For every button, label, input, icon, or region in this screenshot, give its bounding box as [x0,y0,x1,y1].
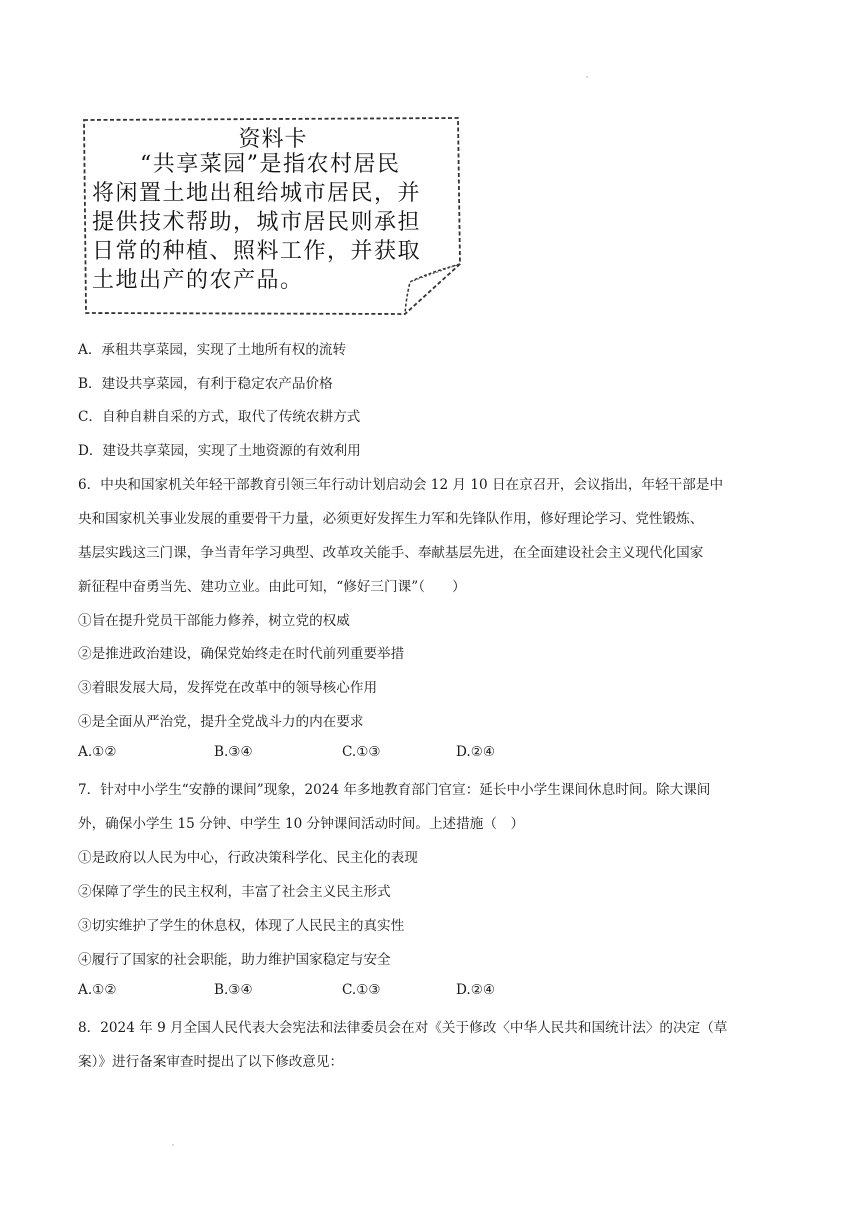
q7-choice-b: B.③④ [214,982,253,998]
card-line: 提供技术帮助，城市居民则承担 [92,210,422,235]
q5-option-c: C．自种自耕自采的方式，取代了传统农耕方式 [78,409,361,425]
card-line: 日常的种植、照料工作，并获取 [92,239,422,264]
q7-item-1: ①是政府以人民为中心，行政决策科学化、民主化的表现 [78,850,418,866]
q6-stem-line: 基层实践这三门课，争当青年学习典型、改革攻关能手、奉献基层先进，在全面建设社会主义现代化国家 [78,545,704,561]
q6-item-1: ①旨在提升党员干部能力修养，树立党的权威 [78,613,350,629]
q7-choice-d: D.②④ [456,982,496,998]
q7-stem-line: 7．针对中小学生“安静的课间”现象，2024 年多地教育部门官宣：延长中小学生课间休息时间。除大课间 [78,782,711,798]
info-card [80,114,466,319]
q5-option-a: A．承租共享菜园，实现了土地所有权的流转 [78,342,347,358]
card-line: 将闲置土地出租给城市居民，并 [92,181,422,206]
q7-item-3: ③切实维护了学生的休息权，体现了人民民主的真实性 [78,918,405,934]
q6-item-2: ②是推进政治建设，确保党始终走在时代前列重要举措 [78,646,405,662]
scan-speck [586,76,588,78]
card-line: “共享菜园”是指农村居民 [140,152,401,177]
q6-item-3: ③着眼发展大局，发挥党在改革中的领导核心作用 [78,680,378,696]
q8-stem-line: 8．2024 年 9 月全国人民代表大会宪法和法律委员会在对《关于修改〈中华人民共和国统计法〉的决定（草 [78,1020,728,1036]
card-body [92,150,452,295]
q7-choice-a: A.①② [78,982,117,998]
card-line: 土地出产的农产品。 [92,268,304,293]
q5-option-b: B．建设共享菜园，有利于稳定农产品价格 [78,376,333,392]
q7-choice-c: C.①③ [342,982,381,998]
q6-choice-c: C.①③ [342,744,381,760]
q6-stem-line: 央和国家机关事业发展的重要骨干力量，必须更好发挥生力军和先锋队作用，修好理论学习、党性锻炼、 [78,511,704,527]
q6-choice-a: A.①② [78,744,117,760]
q6-choice-b: B.③④ [214,744,253,760]
q6-choice-d: D.②④ [456,744,496,760]
q6-stem-line: 6．中央和国家机关年轻干部教育引领三年行动计划启动会 12 月 10 日在京召开，会议指出，年轻干部是中 [78,477,724,493]
q7-item-4: ④履行了国家的社会职能，助力维护国家稳定与安全 [78,952,391,968]
q6-item-4: ④是全面从严治党，提升全党战斗力的内在要求 [78,714,364,730]
q7-item-2: ②保障了学生的民主权利，丰富了社会主义民主形式 [78,884,391,900]
q8-stem-line: 案）》进行备案审查时提出了以下修改意见： [78,1054,344,1070]
q6-stem-line: 新征程中奋勇当先、建功立业。由此可知，“修好三门课”（ ） [78,579,466,595]
q5-option-d: D．建设共享菜园，实现了土地资源的有效利用 [78,443,361,459]
q7-stem-line: 外，确保小学生 15 分钟、中学生 10 分钟课间活动时间。上述措施（ ） [78,816,525,832]
card-title: 资料卡 [238,127,308,152]
scan-speck [172,1144,174,1146]
